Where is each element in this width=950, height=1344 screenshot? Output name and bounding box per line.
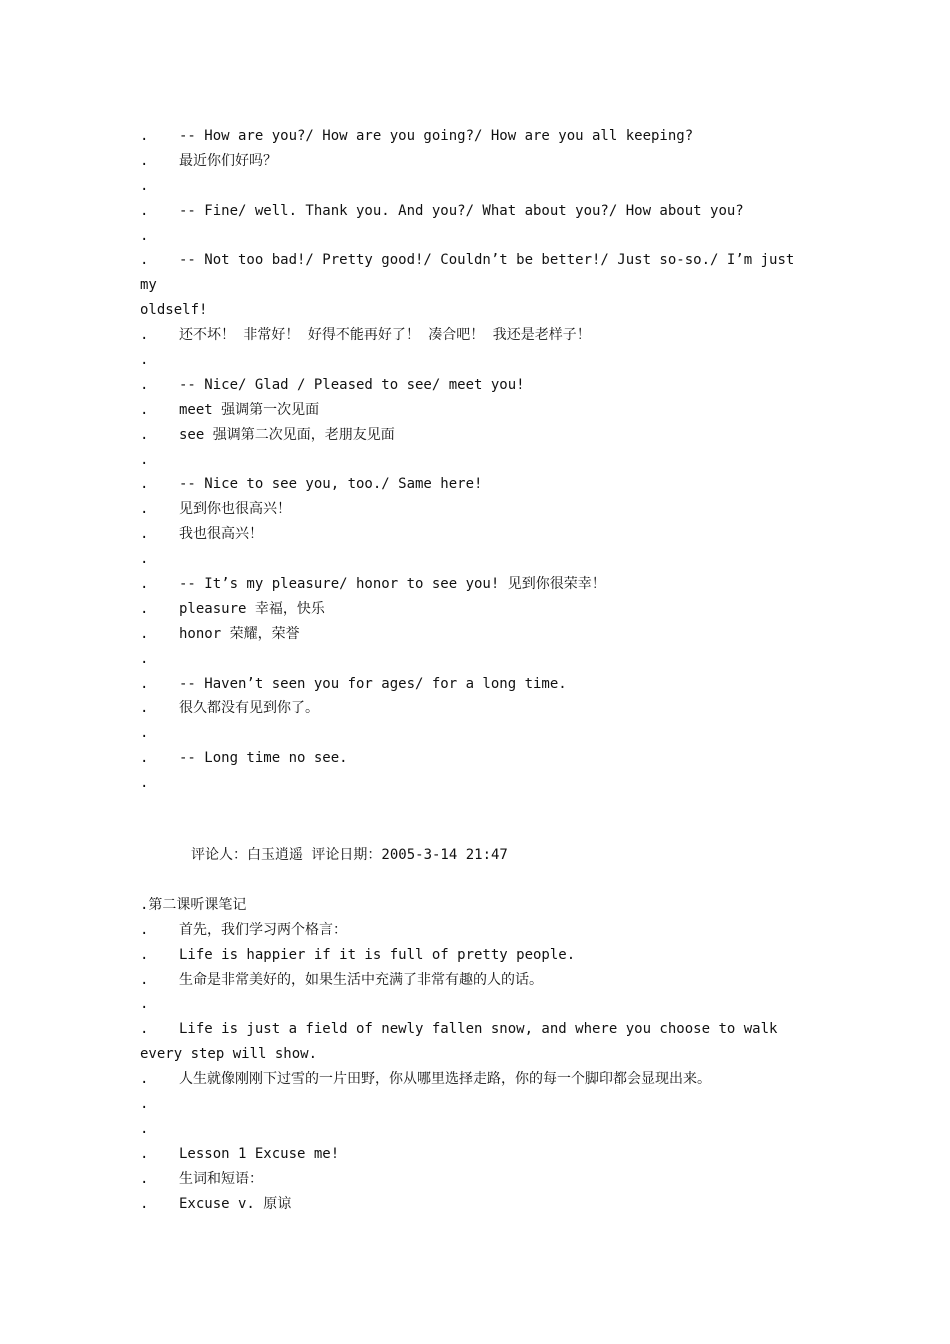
note-line: [140, 448, 830, 473]
note-line: [140, 423, 830, 448]
note-text: 最近你们好吗？: [179, 152, 277, 169]
note-line: [140, 199, 830, 224]
bullet-dot: .: [140, 576, 149, 593]
note-text: honor 荣耀，荣誉: [179, 625, 300, 642]
bullet-dot: .: [140, 252, 149, 269]
bullet-dot: .: [140, 327, 149, 344]
bullet-dot: .: [140, 1071, 149, 1088]
bullet-dot: .: [140, 725, 149, 742]
note-text: -- Haven’t seen you for ages/ for a long time.: [179, 675, 567, 692]
bullet-dot: .: [140, 1120, 149, 1137]
note-line: [140, 1092, 830, 1117]
note-line: [140, 248, 830, 273]
note-line: [140, 323, 830, 348]
note-text: -- Nice/ Glad / Pleased to see/ meet you!: [179, 376, 525, 393]
note-line: [140, 696, 830, 721]
note-line: [140, 746, 830, 771]
note-line: [140, 893, 830, 918]
note-text: oldself!: [140, 302, 208, 319]
bullet-dot: .: [140, 625, 149, 642]
bullet-dot: .: [140, 650, 149, 667]
notes-section-greetings: [140, 124, 830, 796]
note-text: Life is just a field of newly fallen snow, and where you choose to walk: [179, 1021, 778, 1038]
note-text: 首先，我们学习两个格言：: [179, 921, 347, 938]
bullet-dot: .: [140, 1170, 149, 1187]
note-line: [140, 472, 830, 497]
note-line: [140, 1142, 830, 1167]
bullet-dot: .: [140, 376, 149, 393]
note-text: Life is happier if it is full of pretty people.: [179, 946, 576, 963]
bullet-dot: .: [140, 1095, 149, 1112]
bullet-dot: .: [140, 451, 149, 468]
note-line: [140, 572, 830, 597]
bullet-dot: .: [140, 227, 149, 244]
bullet-dot: .: [140, 501, 149, 518]
note-line: [140, 721, 830, 746]
note-line: [140, 672, 830, 697]
bullet-dot: .: [140, 1021, 149, 1038]
bullet-dot: .: [140, 426, 149, 443]
note-line: [140, 398, 830, 423]
note-line: [140, 497, 830, 522]
document-page: [140, 124, 830, 1216]
bullet-dot: .: [140, 775, 149, 792]
bullet-dot: .: [140, 526, 149, 543]
note-text: see 强调第二次见面，老朋友见面: [179, 426, 395, 443]
bullet-dot: .: [140, 551, 149, 568]
note-line: [140, 522, 830, 547]
bullet-dot: .: [140, 921, 149, 938]
bullet-dot: .: [140, 401, 149, 418]
bullet-dot: .: [140, 352, 149, 369]
note-line: [140, 1017, 830, 1042]
note-text: 人生就像刚刚下过雪的一片田野，你从哪里选择走路，你的每一个脚印都会显现出来。: [179, 1071, 711, 1088]
note-line: [140, 373, 830, 398]
note-line: [140, 1117, 830, 1142]
notes-section-lesson: [140, 893, 830, 1217]
blank-line: [140, 868, 830, 893]
note-line: [140, 1167, 830, 1192]
note-line: [140, 943, 830, 968]
note-line: [140, 597, 830, 622]
bullet-dot: .: [140, 750, 149, 767]
note-text: pleasure 幸福，快乐: [179, 600, 325, 617]
note-text: -- Nice to see you, too./ Same here!: [179, 476, 483, 493]
note-line: [140, 992, 830, 1017]
note-text: 生命是非常美好的，如果生活中充满了非常有趣的人的话。: [179, 971, 543, 988]
comment-meta: 评论人：白玉逍遥 评论日期：2005-3-14 21:47: [191, 847, 508, 864]
note-text: 还不坏！ 非常好！ 好得不能再好了！ 凑合吧！ 我还是老样子！: [179, 327, 591, 344]
bullet-dot: .: [140, 128, 149, 144]
bullet-dot: .: [140, 700, 149, 717]
note-text: 很久都没有见到你了。: [179, 700, 319, 717]
note-text: 我也很高兴！: [179, 526, 263, 543]
note-line: [140, 348, 830, 373]
note-line: [140, 149, 830, 174]
bullet-dot: .: [140, 675, 149, 692]
bullet-dot: .: [140, 1195, 149, 1212]
note-line: [140, 622, 830, 647]
bullet-dot: .: [140, 177, 149, 194]
note-text: -- It’s my pleasure/ honor to see you! 见到你很荣幸！: [179, 576, 606, 593]
note-line: [140, 547, 830, 572]
note-line: [140, 273, 830, 298]
note-line: [140, 968, 830, 993]
note-text: 生词和短语：: [179, 1170, 263, 1187]
section-gap: [140, 796, 830, 843]
note-text: every step will show.: [140, 1046, 318, 1063]
bullet-dot: .: [140, 996, 149, 1013]
note-line: [140, 124, 830, 149]
note-line: [140, 1067, 830, 1092]
note-line: [140, 1192, 830, 1217]
note-text: 见到你也很高兴！: [179, 501, 291, 518]
note-text: -- Not too bad!/ Pretty good!/ Couldn’t be better!/ Just so-so./ I’m just: [179, 252, 795, 269]
note-text: .第二课听课笔记: [140, 896, 247, 913]
note-text: -- How are you?/ How are you going?/ How are you all keeping?: [179, 128, 694, 144]
bullet-dot: .: [140, 971, 149, 988]
note-line: [140, 224, 830, 249]
note-text: Lesson 1 Excuse me!: [179, 1145, 340, 1162]
bullet-dot: .: [140, 1145, 149, 1162]
note-text: Excuse v. 原谅: [179, 1195, 292, 1212]
note-line: [140, 918, 830, 943]
bullet-dot: .: [140, 476, 149, 493]
note-line: [140, 174, 830, 199]
note-line: [140, 1042, 830, 1067]
note-line: [140, 771, 830, 796]
note-text: -- Fine/ well. Thank you. And you?/ What about you?/ How about you?: [179, 202, 744, 219]
bullet-dot: .: [140, 600, 149, 617]
bullet-dot: .: [140, 946, 149, 963]
bullet-dot: .: [140, 152, 149, 169]
note-line: [140, 298, 830, 323]
bullet-dot: .: [140, 202, 149, 219]
note-text: meet 强调第一次见面: [179, 401, 320, 418]
note-line: [140, 647, 830, 672]
note-text: -- Long time no see.: [179, 750, 348, 767]
note-text: my: [140, 277, 157, 294]
